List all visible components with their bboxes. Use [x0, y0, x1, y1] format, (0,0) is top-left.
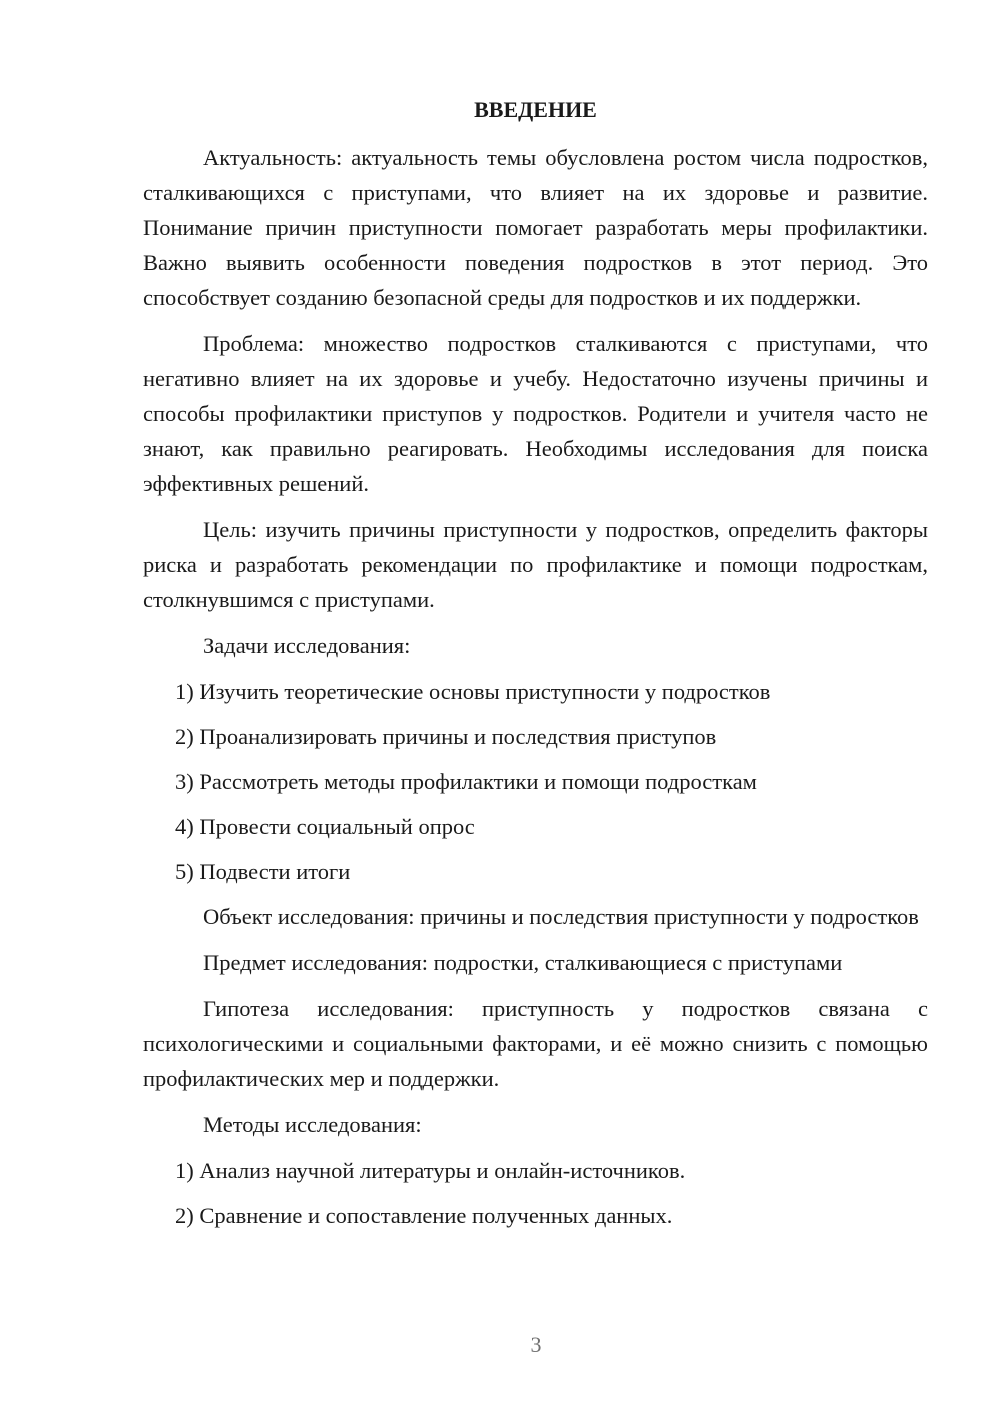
list-item: 4) Провести социальный опрос	[175, 814, 475, 839]
list-item: 2) Проанализировать причины и последствия приступов	[175, 724, 717, 749]
relevance-paragraph: Актуальность: актуальность темы обусловлена ростом числа подростков, сталкивающихся с приступами, что влияет на их здоровье и развитие. Понимание причин приступности помогает разработать меры профилактики. Важно выявить особенности поведения подростков в этот период. Это способствует созданию безопасной среды для подростков и их поддержки.	[143, 145, 928, 310]
document-body	[143, 94, 928, 1243]
object-paragraph: Объект исследования: причины и последствия приступности у подростков	[203, 904, 919, 929]
page-number: 3	[530, 1332, 542, 1357]
tasks-heading: Задачи исследования:	[203, 633, 411, 658]
methods-heading: Методы исследования:	[203, 1112, 422, 1137]
page-title: ВВЕДЕНИЕ	[474, 97, 597, 122]
tasks-list	[143, 674, 928, 889]
hypothesis-paragraph: Гипотеза исследования: приступность у подростков связана с психологическими и социальными факторами, и её можно снизить с помощью профилактических мер и поддержки.	[143, 996, 928, 1091]
goal-paragraph: Цель: изучить причины приступности у подростков, определить факторы риска и разработать рекомендации по профилактике и помощи подросткам, столкнувшимся с приступами.	[143, 517, 928, 612]
subject-paragraph: Предмет исследования: подростки, сталкивающиеся с приступами	[203, 950, 843, 975]
list-item: 1) Изучить теоретические основы приступности у подростков	[175, 679, 771, 704]
list-item: 2) Сравнение и сопоставление полученных данных.	[175, 1203, 673, 1228]
methods-list	[143, 1153, 928, 1233]
list-item: 3) Рассмотреть методы профилактики и помощи подросткам	[175, 769, 757, 794]
list-item: 1) Анализ научной литературы и онлайн-источников.	[175, 1158, 686, 1183]
problem-paragraph: Проблема: множество подростков сталкиваются с приступами, что негативно влияет на их здоровье и учебу. Недостаточно изучены причины и способы профилактики приступов у подростков. Родители и учителя часто не знают, как правильно реагировать. Необходимы исследования для поиска эффективных решений.	[143, 331, 928, 496]
list-item: 5) Подвести итоги	[175, 859, 351, 884]
